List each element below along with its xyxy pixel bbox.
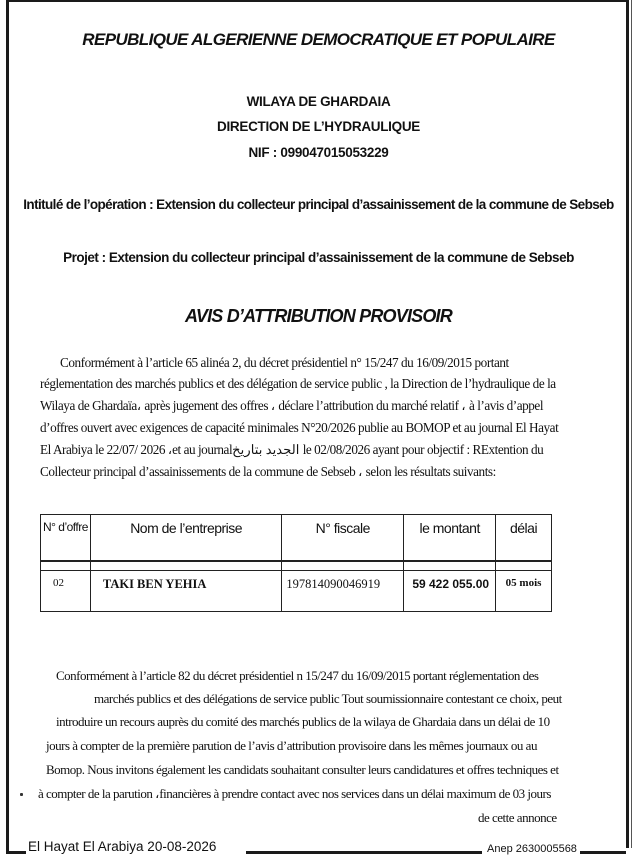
header-fiscal-number: N° fiscale [282, 515, 404, 562]
paragraph1-line: Wilaya de Ghardaïa، après jugement des offres ، déclare l’attribution du marché relatif ، à l’avis d’appel [40, 398, 544, 413]
paragraph2-line: Conformément à l’article 82 du décret présidentiel n 15/247 du 16/09/2015 portant réglementation des [56, 668, 539, 683]
avis-title: AVIS D’ATTRIBUTION PROVISOIR [185, 306, 452, 326]
paragraph1-line: d’offres ouvert avec exigences de capacité minimales N°20/2026 publie au BOMOP et au journal El Hayat [40, 420, 559, 435]
header-company-name: Nom de l’entreprise [90, 515, 281, 562]
paragraph2-line: à compter de la parution ،financières à prendre contact avec nos services dans un délai maximum de 03 jours [38, 786, 551, 801]
operation-title: Intitulé de l’opération : Extension du collecteur principal d’assainissement de la commune de Sebseb [23, 197, 614, 212]
project-title: Projet : Extension du collecteur principal d’assainissement de la commune de Sebseb [63, 250, 574, 265]
header-delay: délai [496, 515, 552, 562]
nif-heading: NIF : 099047015053229 [248, 145, 389, 160]
paragraph1-line: Collecteur principal d’assainissements de la commune de Sebseb ، selon les résultats suivants: [40, 464, 496, 479]
table-spacer-row [41, 561, 552, 571]
table-row [41, 571, 552, 612]
paragraph2-line: marchés publics et des délégations de service public Tout soumissionnaire contestant ce choix, peut [94, 691, 562, 706]
cell-delay: 05 mois [496, 571, 552, 612]
header-offer-number: N° d’offre [41, 515, 91, 562]
scan-speck [20, 793, 23, 796]
results-table [40, 514, 552, 612]
wilaya-heading: WILAYA DE GHARDAIA [246, 94, 391, 109]
footer-rule-middle [246, 851, 482, 854]
cell-offer-number: 02 [41, 571, 91, 612]
paragraph1-line: réglementation des marchés publics et des délégation de service public , la Direction de l’hydraulique de la [40, 376, 556, 391]
paragraph2-line: Bomop. Nous invitons également les candidats souhaitant consulter leurs candidatures et offres techniques et [46, 762, 559, 777]
paragraph2-line: introduire un recours auprès du comité des marchés publics de la wilaya de Ghardaia dans un délai de 10 [56, 714, 550, 729]
republique-heading: REPUBLIQUE ALGERIENNE DEMOCRATIQUE ET POPULAIRE [82, 30, 555, 49]
direction-heading: DIRECTION DE L’HYDRAULIQUE [217, 119, 420, 134]
page-border-top [6, 0, 629, 2]
cell-amount: 59 422 055.00 [404, 571, 496, 612]
paragraph2-line: de cette annonce [478, 810, 557, 825]
header-amount: le montant [404, 515, 496, 562]
paragraph2-line: jours à compter de la première parution de l’avis d’attribution provisoire dans les mêmes journaux ou au [46, 738, 537, 753]
cell-fiscal-number: 197814090046919 [282, 571, 404, 612]
footer-rule-left [6, 851, 26, 854]
footer-anep-reference: Anep 2630005568 [487, 843, 577, 855]
cell-company-name: TAKI BEN YEHIA [90, 571, 281, 612]
footer-rule-right [580, 851, 626, 854]
paragraph1-line: El Arabiya le 22/07/ 2026 ،et au journalالجديد بتاريخ le 02/08/2026 ayant pour objectif : RExtention du [40, 442, 544, 457]
paragraph1-line: Conformément à l’article 65 alinéa 2, du décret présidentiel n° 15/247 du 16/09/2015 portant [60, 355, 509, 370]
footer-publication: El Hayat El Arabiya 20-08-2026 [28, 839, 217, 854]
table-header-row [41, 515, 552, 562]
